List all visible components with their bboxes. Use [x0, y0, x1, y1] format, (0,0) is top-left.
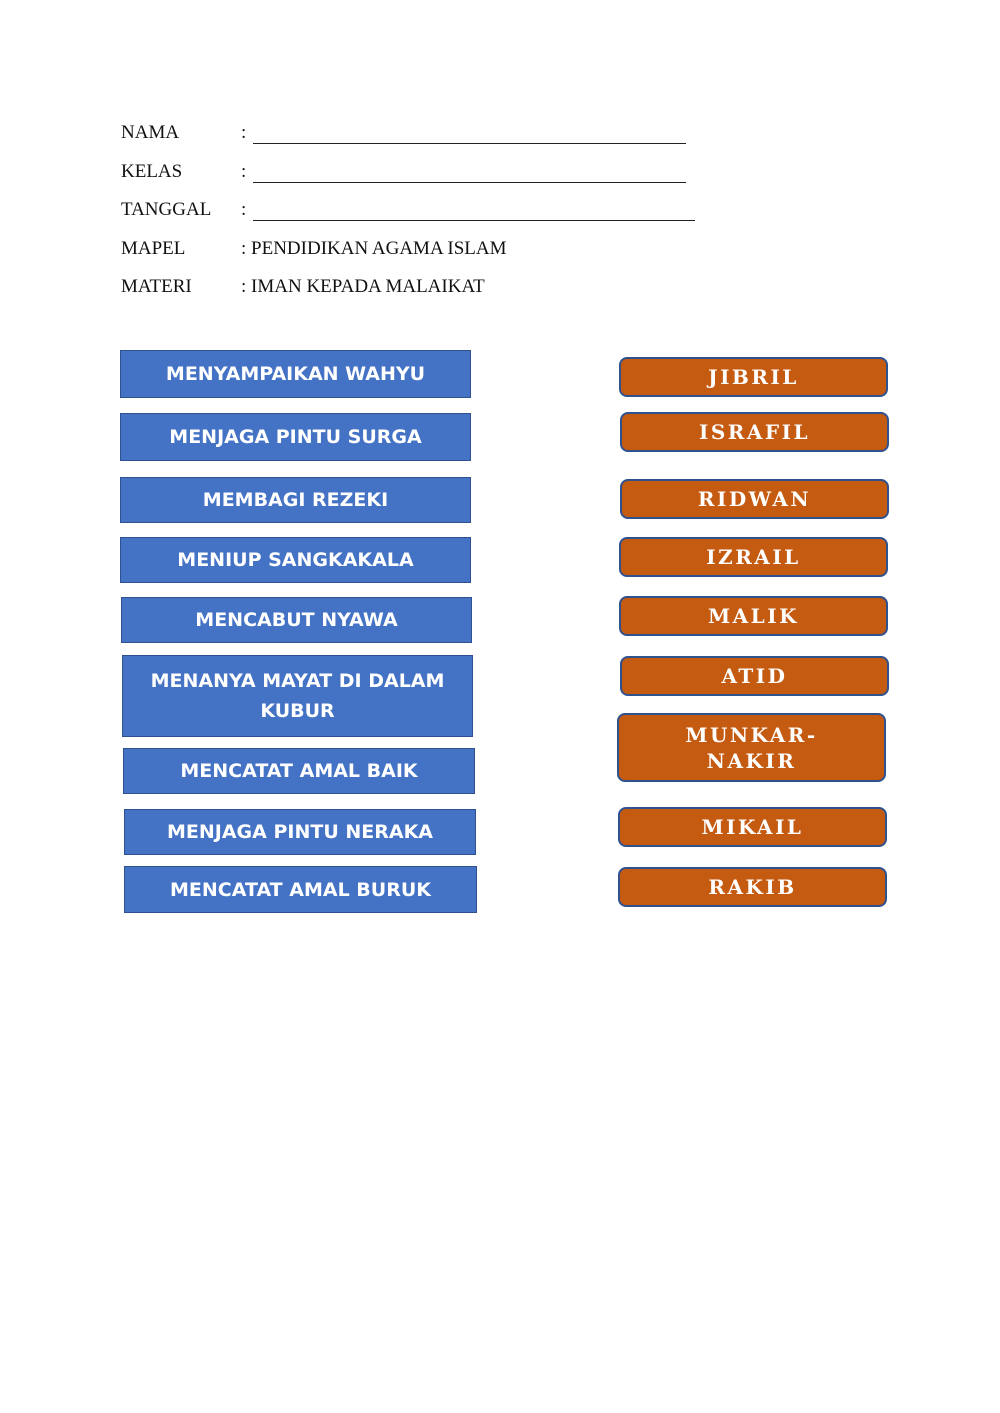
kelas-blank-line[interactable] [253, 182, 686, 183]
nama-label: NAMA [121, 122, 180, 143]
task-box[interactable]: MENJAGA PINTU SURGA [120, 413, 471, 461]
mapel-label: MAPEL [121, 237, 186, 259]
tanggal-label: TANGGAL [121, 199, 212, 220]
task-box[interactable]: MENYAMPAIKAN WAHYU [120, 350, 471, 398]
nama-row [121, 118, 821, 157]
angel-box[interactable]: RIDWAN [620, 479, 889, 519]
angel-box[interactable]: IZRAIL [619, 537, 888, 577]
angel-box[interactable]: MIKAIL [618, 807, 887, 847]
angel-box[interactable]: MALIK [619, 596, 888, 636]
task-box[interactable]: MENANYA MAYAT DI DALAM KUBUR [122, 655, 473, 737]
task-box[interactable]: MENIUP SANGKAKALA [120, 537, 471, 583]
tanggal-blank-line[interactable] [253, 220, 695, 221]
nama-colon: : [241, 122, 247, 143]
materi-label: MATERI [121, 276, 192, 297]
kelas-row [121, 157, 821, 196]
angel-box[interactable]: ISRAFIL [620, 412, 889, 452]
task-box[interactable]: MENCABUT NYAWA [121, 597, 472, 643]
materi-value: : IMAN KEPADA MALAIKAT [241, 276, 485, 297]
task-box[interactable]: MEMBAGI REZEKI [120, 477, 471, 523]
kelas-colon: : [241, 160, 247, 182]
student-info-header [121, 118, 821, 311]
task-box[interactable]: MENJAGA PINTU NERAKA [124, 809, 476, 855]
materi-row [121, 272, 821, 311]
task-box[interactable]: MENCATAT AMAL BAIK [123, 748, 475, 794]
mapel-row [121, 234, 821, 273]
angel-box[interactable]: JIBRIL [619, 357, 888, 397]
task-box[interactable]: MENCATAT AMAL BURUK [124, 866, 477, 913]
tanggal-row [121, 195, 821, 234]
kelas-label: KELAS [121, 160, 183, 182]
nama-blank-line[interactable] [253, 143, 686, 144]
tanggal-colon: : [241, 199, 247, 220]
angel-box[interactable]: RAKIB [618, 867, 887, 907]
angel-box[interactable]: MUNKAR-NAKIR [617, 713, 886, 782]
angel-box[interactable]: ATID [620, 656, 889, 696]
mapel-value: : PENDIDIKAN AGAMA ISLAM [241, 237, 507, 259]
